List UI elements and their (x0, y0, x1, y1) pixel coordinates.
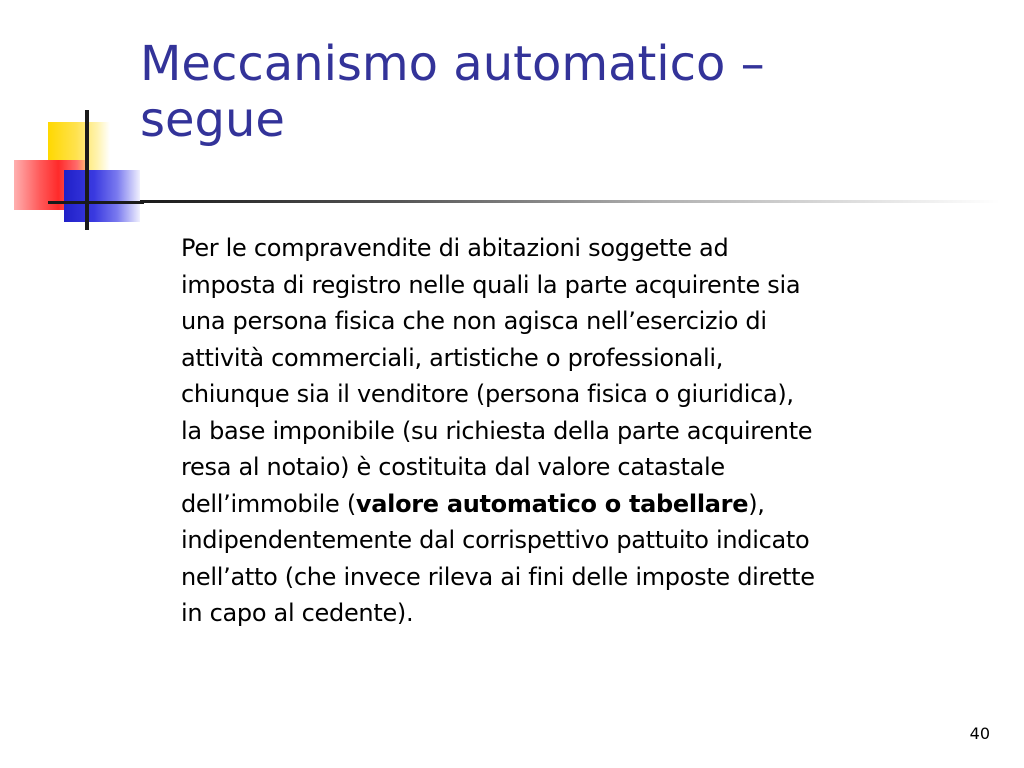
body-line: la base imponibile (su richiesta della parte acquirente (181, 416, 813, 445)
emphasis-valore-automatico: valore automatico o tabellare (355, 489, 749, 518)
body-line: chiunque sia il venditore (persona fisica o giuridica), (181, 380, 794, 408)
page-number: 40 (969, 724, 990, 743)
blue-square-decoration (64, 170, 140, 222)
body-line: imposta di registro nelle quali la parte acquirente sia (181, 270, 801, 299)
body-line: Per le compravendite di abitazioni soggette ad (181, 234, 729, 262)
body-paragraph (181, 230, 996, 632)
decorative-logo (0, 100, 160, 240)
body-line: una persona fisica che non agisca nell’esercizio di (181, 307, 767, 335)
body-line: nell’atto (che invece rileva ai fini delle imposte dirette (181, 562, 815, 591)
slide-title (140, 36, 1000, 148)
body-text-before-emphasis: dell’immobile ( (181, 489, 356, 518)
logo-vertical-line (85, 110, 89, 230)
body-line: resa al notaio) è costituita dal valore catastale (181, 453, 725, 481)
slide-title-line-2: segue (140, 92, 285, 148)
title-divider (140, 200, 1000, 203)
body-line-with-emphasis (181, 486, 996, 523)
slide-title-line-1: Meccanismo automatico – (140, 36, 765, 92)
body-text-after-emphasis: ), (748, 489, 765, 518)
logo-horizontal-line (48, 201, 144, 204)
body-line: in capo al cedente). (181, 599, 414, 627)
body-line: attività commerciali, artistiche o professionali, (181, 343, 724, 372)
body-line: indipendentemente dal corrispettivo pattuito indicato (181, 526, 810, 554)
